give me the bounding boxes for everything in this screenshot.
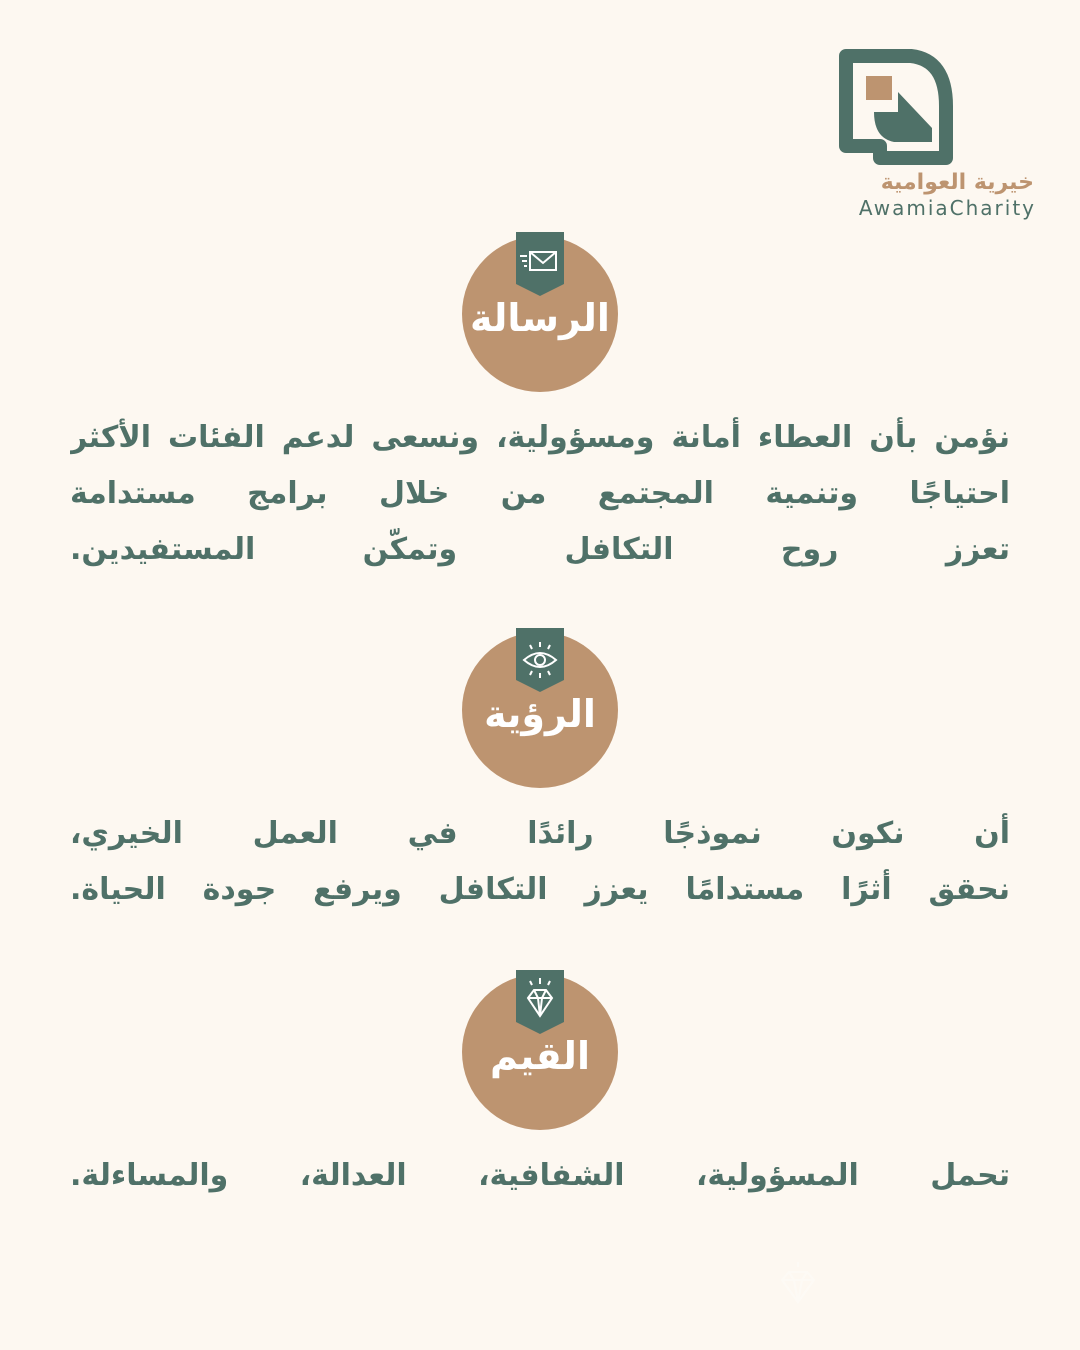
vision-title: الرؤية — [484, 692, 596, 736]
diamond-watermark-icon — [776, 1260, 820, 1308]
vision-line: أن نكون نموذجًا رائدًا في العمل الخيري، — [70, 816, 1010, 851]
values-header — [462, 974, 618, 1130]
ribbon-icon — [516, 970, 564, 1036]
vision-line: نحقق أثرًا مستدامًا يعزز التكافل ويرفع جودة الحياة. — [70, 872, 1010, 907]
mission-title: الرسالة — [470, 296, 610, 340]
ribbon-icon — [516, 232, 564, 298]
values-line: تحمل المسؤولية، الشفافية، العدالة، والمساءلة. — [70, 1158, 1010, 1193]
logo-arabic-name: خيرية العوامية — [880, 170, 1034, 195]
values-text — [70, 1148, 1010, 1204]
mission-line: نؤمن بأن العطاء أمانة ومسؤولية، ونسعى لدعم الفئات الأكثر — [70, 420, 1010, 455]
values-title: القيم — [490, 1034, 590, 1078]
ribbon-icon — [516, 628, 564, 694]
vision-header — [462, 632, 618, 788]
mission-line: تعزز روح التكافل وتمكّن المستفيدين. — [70, 532, 1010, 567]
logo-english-name: AwamiaCharity — [858, 196, 1036, 220]
mission-line: احتياجًا وتنمية المجتمع من خلال برامج مستدامة — [70, 476, 1010, 511]
mission-header — [462, 236, 618, 392]
logo — [836, 46, 1036, 226]
mission-text — [70, 410, 1010, 578]
vision-text — [70, 806, 1010, 918]
logo-mark-icon — [836, 46, 956, 166]
